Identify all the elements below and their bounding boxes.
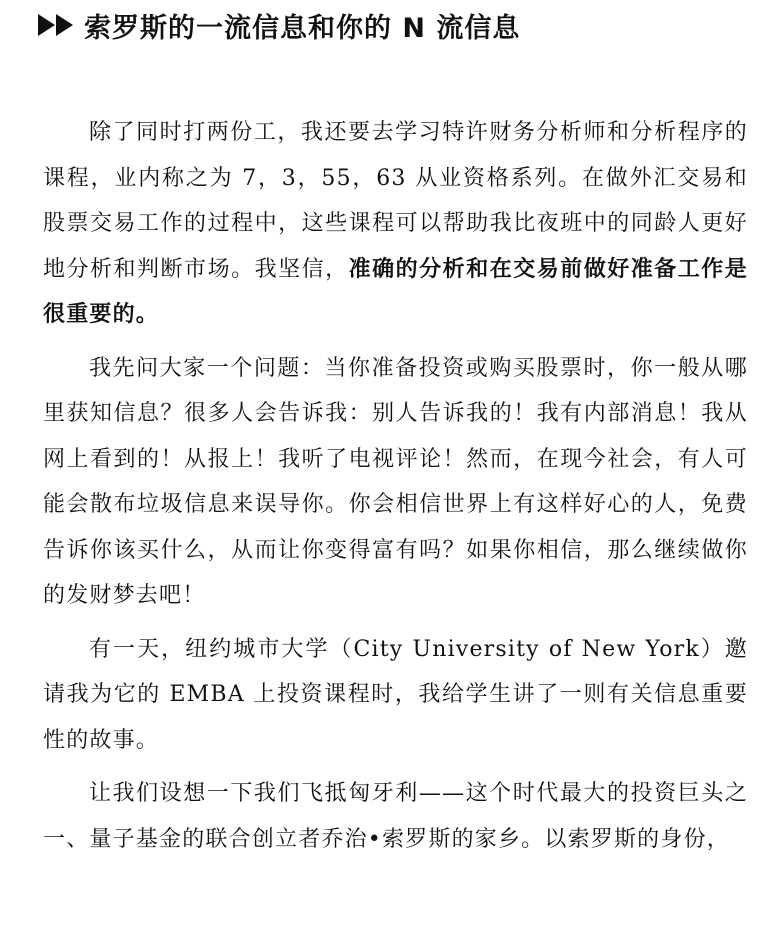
- section-heading: [38, 8, 520, 42]
- paragraph-1: [43, 110, 748, 338]
- section-title: 索罗斯的一流信息和你的 N 流信息: [84, 12, 521, 44]
- double-triangle-right-icon: [38, 13, 74, 37]
- paragraph-1-emphasis: 准确的分析和在交易前做好准备工作是很重要的。: [43, 256, 748, 327]
- paragraph-2: [43, 346, 748, 619]
- paragraph-4-text: 让我们设想一下我们飞抵匈牙利——这个时代最大的投资巨头之一、量子基金的联合创立者乔治•索罗斯的家乡。以索罗斯的身份，: [43, 781, 748, 852]
- paragraph-4: [43, 771, 748, 862]
- paragraph-2-text: 我先问大家一个问题：当你准备投资或购买股票时，你一般从哪里获知信息？很多人会告诉我：别人告诉我的！我有内部消息！我从网上看到的！从报上！我听了电视评论！然而，在现今社会，有人可能会散布垃圾信息来误导你。你会相信世界上有这样好心的人，免费告诉你该买什么，从而让你变得富有吗？如果你相信，那么继续做你的发财梦去吧！: [43, 355, 748, 608]
- paragraph-1-text: 除了同时打两份工，我还要去学习特许财务分析师和分析程序的课程，业内称之为 7，3，55，63 从业资格系列。在做外汇交易和股票交易工作的过程中，这些课程可以帮助我比夜班中的同龄人更好地分析和判断市场。我坚信，: [43, 120, 748, 282]
- paragraph-3: [43, 627, 748, 764]
- article-body: [43, 110, 748, 870]
- paragraph-3-text: 有一天，纽约城市大学（City University of New York）邀请我为它的 EMBA 上投资课程时，我给学生讲了一则有关信息重要性的故事。: [43, 636, 748, 753]
